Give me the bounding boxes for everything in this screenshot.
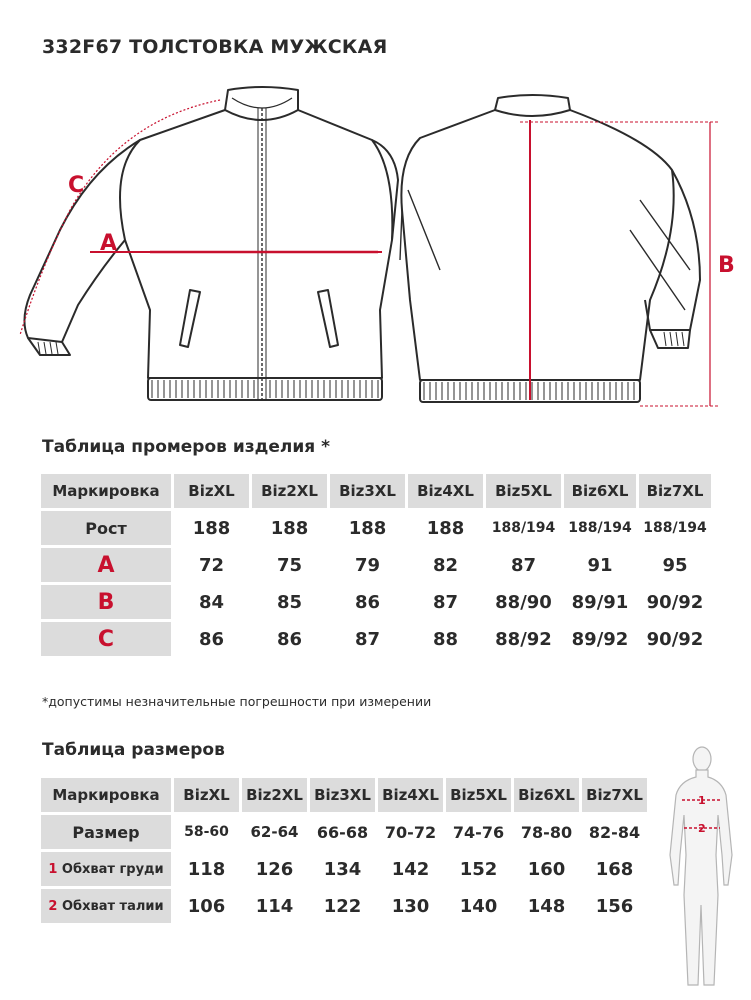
header-cell: BizXL [174, 474, 249, 508]
measure-c-line [20, 100, 220, 335]
sizes-header-row [41, 778, 647, 812]
table-cell: 75 [252, 548, 327, 582]
table-row [41, 852, 647, 886]
table-cell: 188 [330, 511, 405, 545]
table-cell: 85 [252, 585, 327, 619]
table-cell: 188/194 [564, 511, 636, 545]
table-cell: 160 [514, 852, 579, 886]
measurement-note: *допустимы незначительные погрешности при измерении [42, 694, 432, 709]
table-cell: 88 [408, 622, 483, 656]
table-cell: 130 [378, 889, 443, 923]
table-cell: 91 [564, 548, 636, 582]
table-cell: 84 [174, 585, 249, 619]
table-cell: 106 [174, 889, 239, 923]
header-cell: Biz6XL [564, 474, 636, 508]
header-cell: Biz3XL [330, 474, 405, 508]
header-cell: Biz2XL [252, 474, 327, 508]
table-row [41, 622, 711, 656]
front-right-sleeve [372, 140, 398, 240]
row-label-b: B [41, 585, 171, 619]
table-row [41, 815, 647, 849]
table-cell: 142 [378, 852, 443, 886]
row-label-size: Размер [41, 815, 171, 849]
back-right-sleeve [645, 170, 700, 330]
table-cell: 140 [446, 889, 511, 923]
table-cell: 87 [408, 585, 483, 619]
table-cell: 89/91 [564, 585, 636, 619]
table-cell: 86 [174, 622, 249, 656]
table-cell: 88/90 [486, 585, 561, 619]
diagram-label-c: C [68, 173, 85, 198]
row-label-a: A [41, 548, 171, 582]
header-cell: Biz2XL [242, 778, 307, 812]
header-cell: Biz3XL [310, 778, 375, 812]
figure-marker-2: 2 [698, 822, 706, 835]
body-figure-illustration [666, 745, 736, 995]
header-cell: BizXL [174, 778, 239, 812]
table-cell: 87 [330, 622, 405, 656]
header-cell: Biz7XL [582, 778, 647, 812]
header-cell: Biz4XL [408, 474, 483, 508]
row-label-waist [41, 889, 171, 923]
table-cell: 78-80 [514, 815, 579, 849]
diagram-label-a: A [100, 231, 118, 256]
back-body-outline [401, 110, 673, 380]
table-cell: 148 [514, 889, 579, 923]
front-right-pocket [318, 290, 338, 347]
table-cell: 122 [310, 889, 375, 923]
table-cell: 90/92 [639, 585, 711, 619]
diagram-label-b: B [718, 253, 735, 278]
table-cell: 90/92 [639, 622, 711, 656]
table-row [41, 585, 711, 619]
header-cell: Маркировка [41, 474, 171, 508]
row-label-height: Рост [41, 511, 171, 545]
table-cell: 134 [310, 852, 375, 886]
table-cell: 114 [242, 889, 307, 923]
table-row [41, 548, 711, 582]
table-cell: 188 [174, 511, 249, 545]
sizes-table [38, 775, 650, 926]
table-cell: 156 [582, 889, 647, 923]
table-cell: 70-72 [378, 815, 443, 849]
header-cell: Biz5XL [486, 474, 561, 508]
row-label-c: C [41, 622, 171, 656]
table-cell: 72 [174, 548, 249, 582]
waist-marker-number: 2 [48, 898, 58, 914]
header-cell: Biz7XL [639, 474, 711, 508]
front-left-pocket [180, 290, 200, 347]
measurements-title: Таблица промеров изделия * [42, 437, 330, 457]
front-body-outline [120, 110, 392, 378]
table-cell: 82 [408, 548, 483, 582]
table-cell: 89/92 [564, 622, 636, 656]
table-row [41, 889, 647, 923]
table-cell: 188/194 [639, 511, 711, 545]
table-cell: 79 [330, 548, 405, 582]
table-cell: 82-84 [582, 815, 647, 849]
chest-label: Обхват груди [61, 861, 164, 877]
header-cell: Biz6XL [514, 778, 579, 812]
table-cell: 62-64 [242, 815, 307, 849]
jacket-technical-drawing [0, 80, 751, 420]
table-row [41, 511, 711, 545]
table-cell: 87 [486, 548, 561, 582]
waist-label: Обхват талии [61, 898, 164, 914]
table-cell: 152 [446, 852, 511, 886]
table-cell: 118 [174, 852, 239, 886]
table-cell: 74-76 [446, 815, 511, 849]
header-cell: Маркировка [41, 778, 171, 812]
table-cell: 126 [242, 852, 307, 886]
table-cell: 188 [408, 511, 483, 545]
header-cell: Biz4XL [378, 778, 443, 812]
table-cell: 188 [252, 511, 327, 545]
table-cell: 95 [639, 548, 711, 582]
table-cell: 88/92 [486, 622, 561, 656]
table-cell: 86 [330, 585, 405, 619]
figure-marker-1: 1 [698, 794, 706, 807]
table-cell: 58-60 [174, 815, 239, 849]
measurements-table [38, 471, 714, 659]
front-hem-band [148, 378, 382, 400]
chest-marker-number: 1 [48, 861, 58, 877]
header-cell: Biz5XL [446, 778, 511, 812]
measurements-header-row [41, 474, 711, 508]
table-cell: 188/194 [486, 511, 561, 545]
sizes-title: Таблица размеров [42, 740, 225, 760]
table-cell: 86 [252, 622, 327, 656]
table-cell: 168 [582, 852, 647, 886]
row-label-chest [41, 852, 171, 886]
product-title: 332F67 ТОЛСТОВКА МУЖСКАЯ [42, 36, 388, 58]
table-cell: 66-68 [310, 815, 375, 849]
back-collar [495, 95, 570, 116]
